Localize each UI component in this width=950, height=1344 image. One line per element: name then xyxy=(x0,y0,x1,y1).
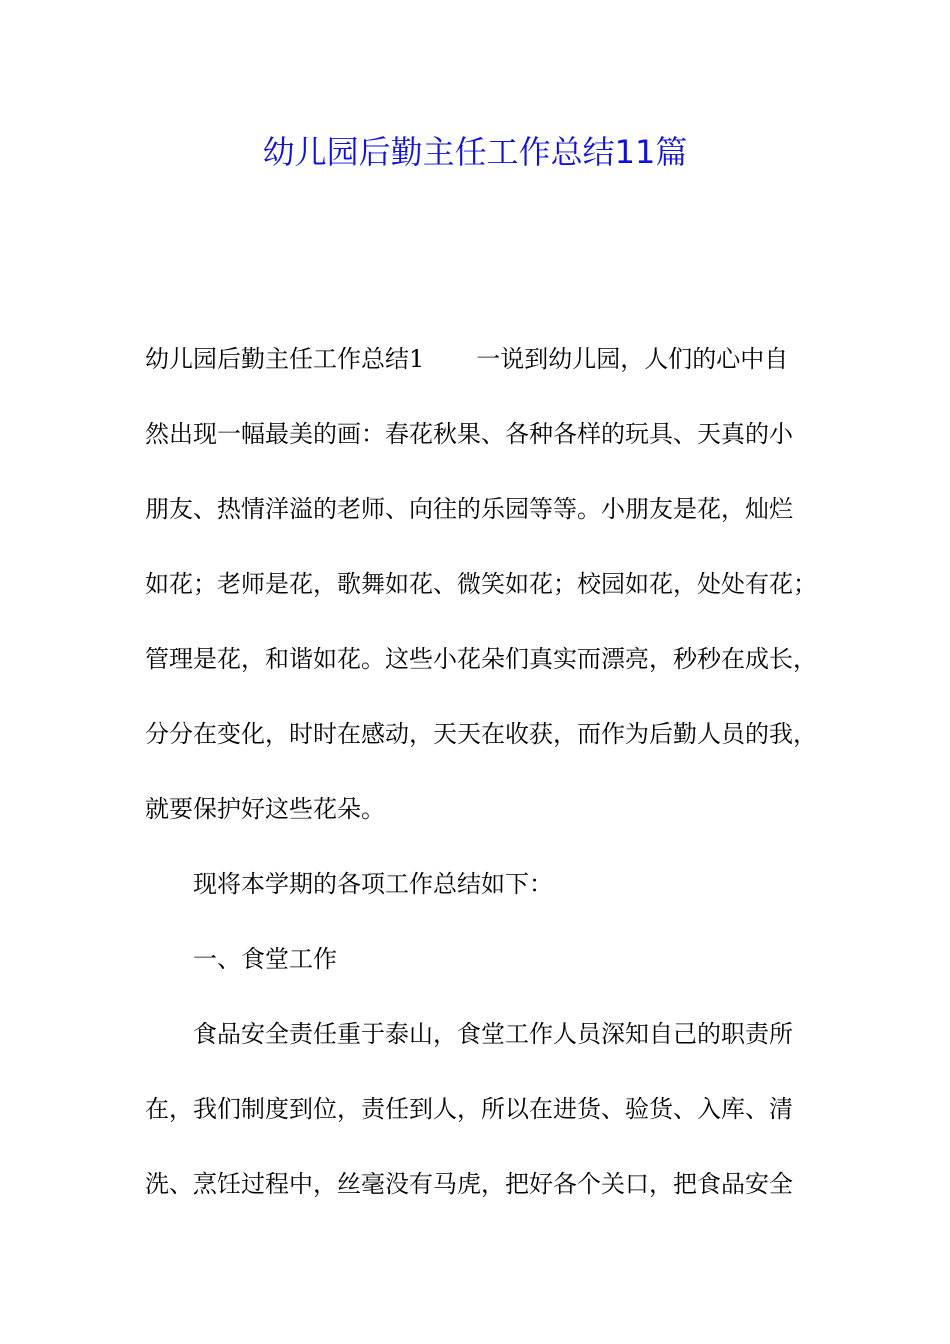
paragraph-line-10: 食品安全责任重于泰山，食堂工作人员深知自己的职责所 xyxy=(193,1020,793,1048)
paragraph-line-12: 洗、烹饪过程中，丝毫没有马虎，把好各个关口，把食品安全 xyxy=(145,1170,793,1198)
paragraph-line-5: 管理是花，和谐如花。这些小花朵们真实而漂亮，秒秒在成长， xyxy=(145,645,817,673)
paragraph-line-1 xyxy=(145,341,788,377)
paragraph-line-6: 分分在变化，时时在感动，天天在收获，而作为后勤人员的我， xyxy=(145,720,817,748)
paragraph-line-3: 朋友、热情洋溢的老师、向往的乐园等等。小朋友是花，灿烂 xyxy=(145,495,793,523)
paragraph-line-7: 就要保护好这些花朵。 xyxy=(145,795,385,823)
paragraph-line-8: 现将本学期的各项工作总结如下： xyxy=(193,870,553,898)
paragraph-text: 一说到幼儿园，人们的心中自 xyxy=(476,345,789,373)
section-heading: 一、食堂工作 xyxy=(193,945,337,973)
paragraph-line-2: 然出现一幅最美的画：春花秋果、各种各样的玩具、天真的小 xyxy=(145,420,793,448)
document-title: 幼儿园后勤主任工作总结11篇 xyxy=(262,133,688,171)
section-heading-inline: 幼儿园后勤主任工作总结1 xyxy=(145,345,425,373)
paragraph-line-11: 在，我们制度到位，责任到人，所以在进货、验货、入库、清 xyxy=(145,1095,793,1123)
paragraph-line-4: 如花；老师是花，歌舞如花、微笑如花；校园如花，处处有花； xyxy=(145,570,817,598)
